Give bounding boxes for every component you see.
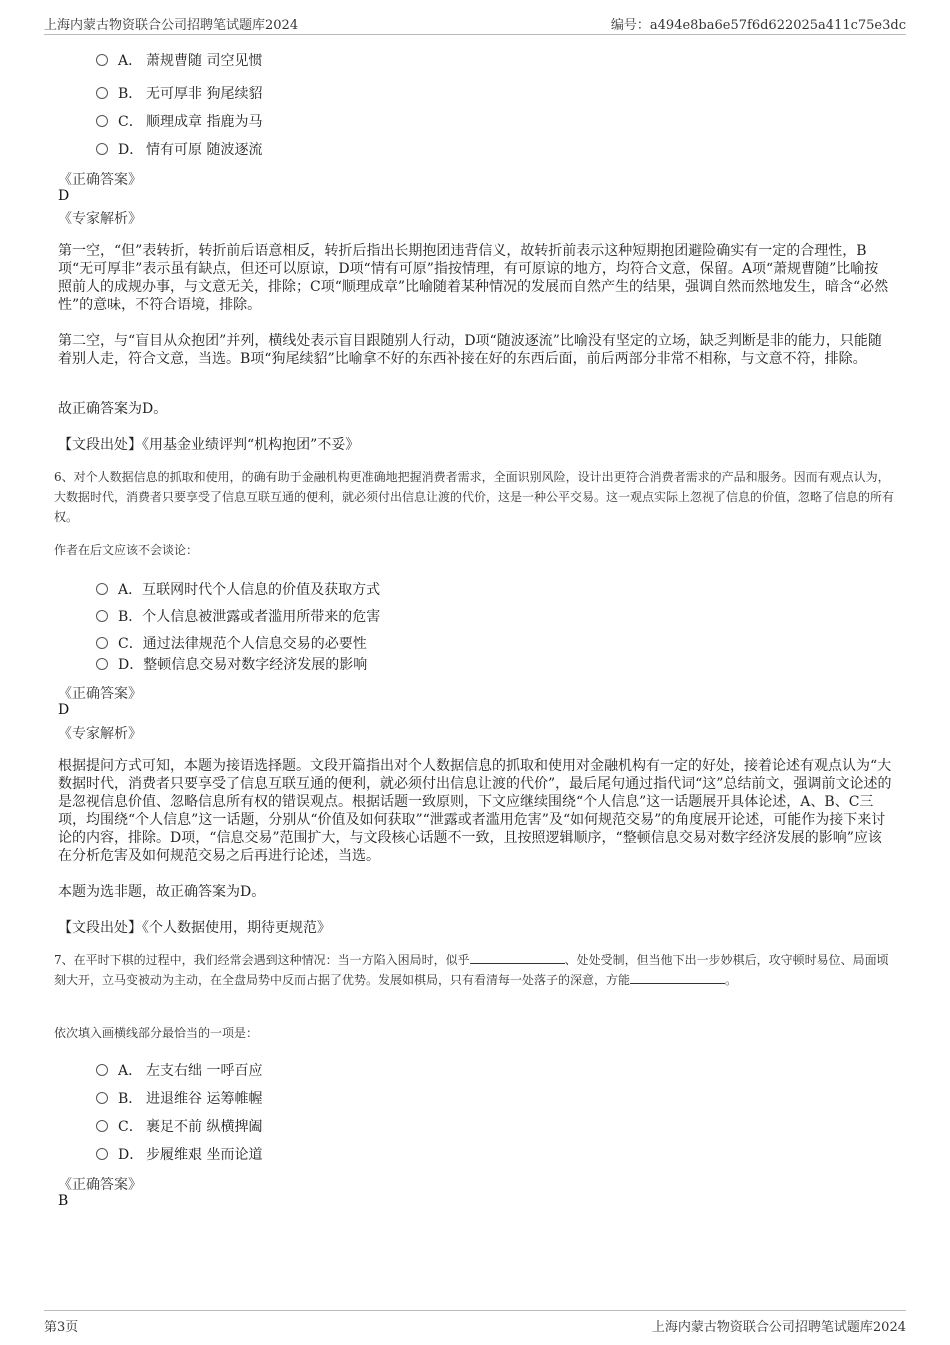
radio-icon[interactable] [96, 1148, 108, 1160]
radio-icon[interactable] [96, 143, 108, 155]
q5-option-c[interactable]: C． 顺理成章 指鹿为马 [96, 111, 262, 131]
q5-option-b[interactable]: B． 无可厚非 狗尾续貂 [96, 83, 262, 103]
q6-answer-label: 《正确答案》 [58, 686, 142, 702]
q6-option-c[interactable]: C．通过法律规范个人信息交易的必要性 [96, 633, 367, 653]
q6-conclusion: 本题为选非题，故正确答案为D。 [58, 884, 266, 900]
q6-option-d[interactable]: D．整顿信息交易对数字经济发展的影响 [96, 654, 367, 674]
q5-source: 【文段出处】《用基金业绩评判“机构抱团”不妥》 [58, 437, 360, 453]
q7-option-c[interactable]: C． 裹足不前 纵横捭阖 [96, 1116, 262, 1136]
q6-source: 【文段出处】《个人数据使用，期待更规范》 [58, 920, 331, 936]
q7-option-d[interactable]: D． 步履维艰 坐而论道 [96, 1144, 262, 1164]
q7-prompt: 依次填入画横线部分最恰当的一项是： [54, 1026, 259, 1040]
radio-icon[interactable] [96, 54, 108, 66]
q5-analysis-paragraph: 第二空，与“盲目从众抱团”并列，横线处表示盲目跟随别人行动，D项“随波逐流”比喻没有坚定的立场，缺乏判断是非的能力，只能随着别人走，符合文意，当选。B项“狗尾续貂”比喻拿不好的东西补接在好的东西后面，前后两部分非常不相称，与文意不符，排除。 [58, 333, 882, 367]
radio-icon[interactable] [96, 1120, 108, 1132]
radio-icon[interactable] [96, 658, 108, 670]
q6-prompt: 作者在后文应该不会谈论： [54, 543, 199, 557]
page-header [44, 12, 906, 35]
q5-conclusion: 故正确答案为D。 [58, 401, 168, 417]
page-footer [44, 1310, 906, 1335]
page-number: 第3页 [44, 1320, 79, 1335]
q6-analysis-label: 《专家解析》 [58, 726, 142, 742]
q6-stem: 6、对个人数据信息的抓取和使用，的确有助于金融机构更准确地把握消费者需求，全面识别风险，设计出更符合消费者需求的产品和服务。因而有观点认为，大数据时代，消费者只要享受了信息互联互通的便利，就必须付出信息让渡的代价，这是一种公平交易。这一观点实际上忽视了信息的价值，忽略了信息的所有权。 [54, 470, 895, 524]
q5-answer: D [58, 188, 70, 204]
radio-icon[interactable] [96, 115, 108, 127]
footer-title: 上海内蒙古物资联合公司招聘笔试题库2024 [651, 1320, 906, 1335]
q7-answer: B [58, 1193, 69, 1209]
q6-analysis-paragraph: 根据提问方式可知，本题为接语选择题。文段开篇指出对个人数据信息的抓取和使用对金融机构有一定的好处，接着论述有观点认为“大数据时代，消费者只要享受了信息互联互通的便利，就必须付出信息让渡的代价”，最后尾句通过指代词“这”总结前文，强调前文论述的是忽视信息价值、忽略信息所有权的错误观点。根据话题一致原则，下文应继续围绕“个人信息”这一话题展开具体论述，A、B、C三项，均围绕“个人信息”这一话题，分别从“价值及如何获取”“泄露或者滥用危害”及“如何规范交易”的角度展开论述，可能作为接下来讨论的内容，排除。D项，“信息交易”范围扩大，与文段核心话题不一致，且按照逻辑顺序，“整顿信息交易对数字经济发展的影响”应该在分析危害及如何规范交易之后再进行论述，当选。 [58, 758, 892, 864]
q6-option-b[interactable]: B．个人信息被泄露或者滥用所带来的危害 [96, 606, 380, 626]
radio-icon[interactable] [96, 583, 108, 595]
q5-analysis-label: 《专家解析》 [58, 211, 142, 227]
radio-icon[interactable] [96, 637, 108, 649]
q5-option-d[interactable]: D． 情有可原 随波逐流 [96, 139, 262, 159]
radio-icon[interactable] [96, 1064, 108, 1076]
q5-analysis-paragraph: 第一空，“但”表转折，转折前后语意相反，转折后指出长期抱团违背信义，故转折前表示这种短期抱团避险确实有一定的合理性，B项“无可厚非”表示虽有缺点，但还可以原谅，D项“情有可原”指按情理，有可原谅的地方，均符合文意，保留。A项“萧规曹随”比喻按照前人的成规办事，与文意无关，排除；C项“顺理成章”比喻随着某种情况的发展而自然产生的结果，强调自然而然地发生，暗含“必然性”的意味，不符合语境，排除。 [58, 243, 889, 313]
q7-option-b[interactable]: B． 进退维谷 运筹帷幄 [96, 1088, 262, 1108]
header-doc-id: 编号：a494e8ba6e57f6d622025a411c75e3dc [610, 18, 906, 33]
q6-answer: D [58, 702, 70, 718]
q7-stem: 7、在平时下棋的过程中，我们经常会遇到这种情况：当一方陷入困局时，似乎 、处处受制，但当他下出一步妙棋后，攻守顿时易位、局面顷刻大开，立马变被动为主动，在全盘局势中反而占据了优势。发展如棋局，只有看清每一处落子的深意，方能 。 [54, 953, 889, 987]
radio-icon[interactable] [96, 610, 108, 622]
q7-option-a[interactable]: A． 左支右绌 一呼百应 [96, 1060, 262, 1080]
q5-option-a[interactable]: A． 萧规曹随 司空见惯 [96, 50, 262, 70]
q7-answer-label: 《正确答案》 [58, 1177, 142, 1193]
q5-answer-label: 《正确答案》 [58, 172, 142, 188]
fill-blank[interactable] [630, 971, 725, 984]
header-title: 上海内蒙古物资联合公司招聘笔试题库2024 [44, 18, 299, 33]
q6-option-a[interactable]: A．互联网时代个人信息的价值及获取方式 [96, 579, 380, 599]
fill-blank[interactable] [470, 951, 565, 964]
radio-icon[interactable] [96, 87, 108, 99]
radio-icon[interactable] [96, 1092, 108, 1104]
